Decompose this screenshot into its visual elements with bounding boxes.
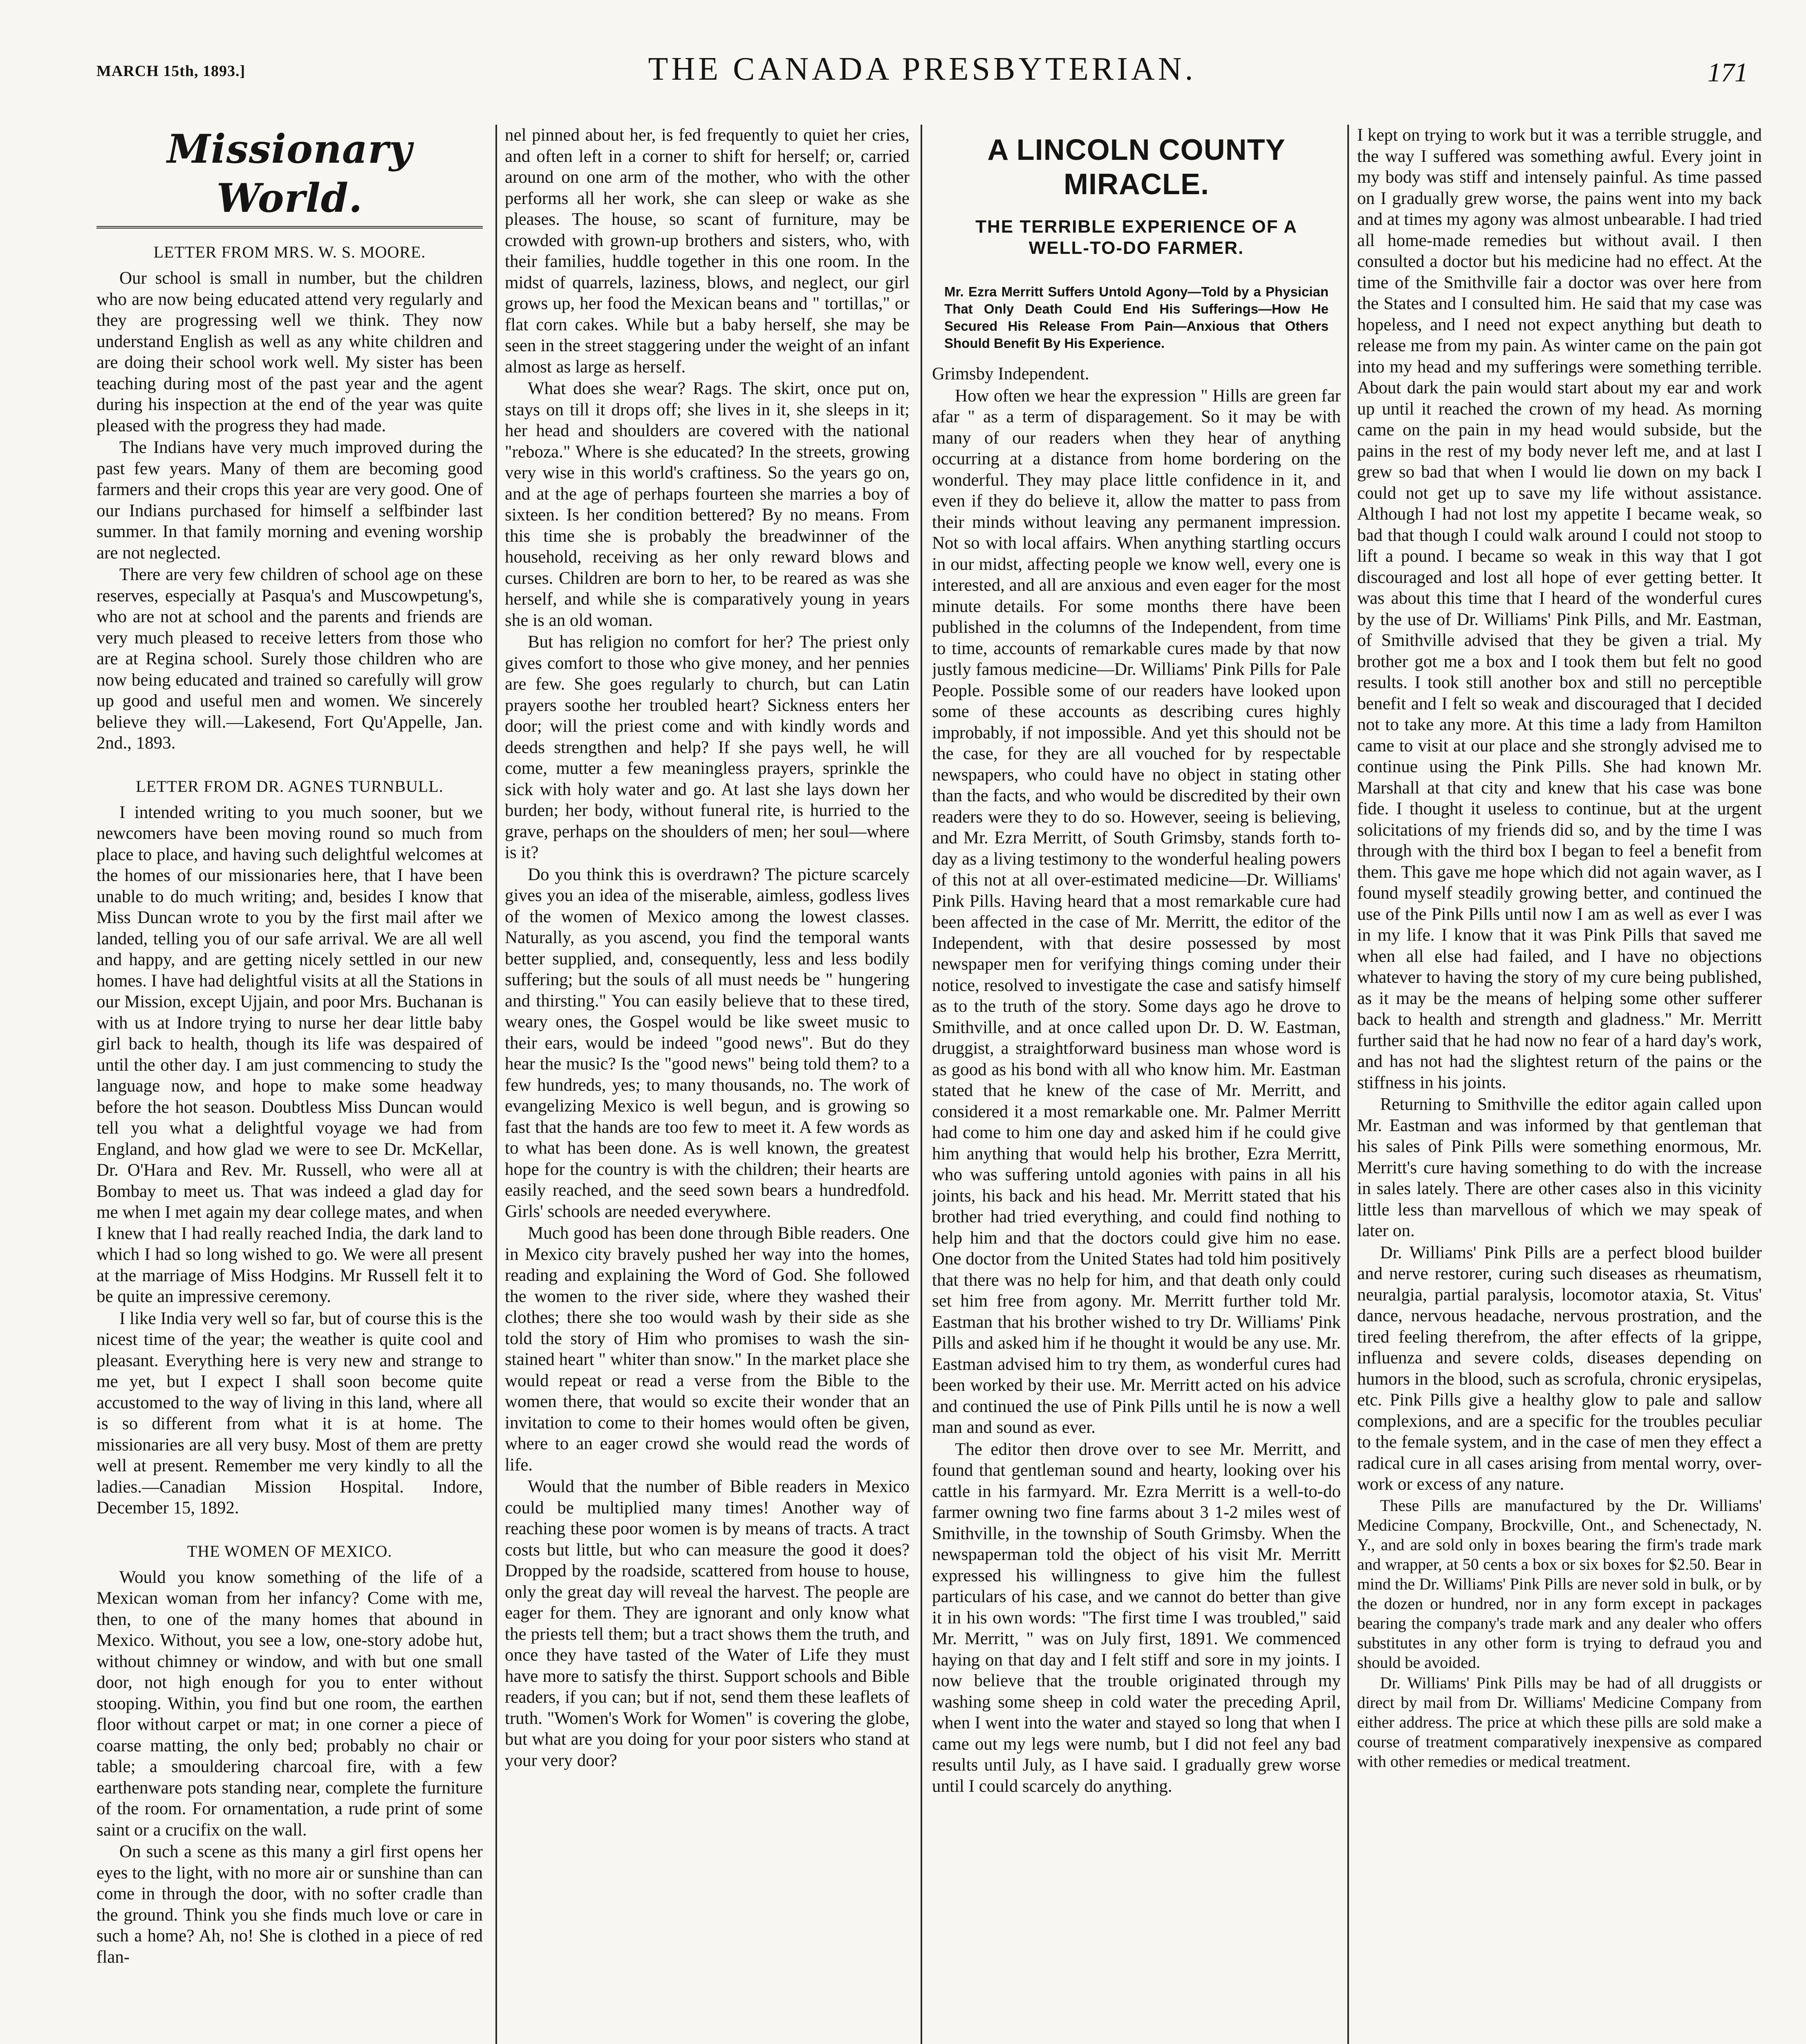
section-title: Missionary World. [96,125,483,229]
article-heading: LETTER FROM MRS. W. S. MOORE. [153,243,426,261]
column-1 [96,125,483,2044]
paragraph: What does she wear? Rags. The skirt, once put on, stays on till it drops off; she lives in it, she sleeps in it; her head and shoulders are covered with the national "reboza." Where is she educated? In the streets, growing very wise in this world's craftiness. So the years go on, and at the age of perhaps fourteen she marries a boy of sixteen. Is her condition bettered? By no means. From this time she is probably the breadwinner of the household, receiving as her only reward blows and curses. Children are born to her, to be reared as was she herself, and while she is comparatively young in years she is an old woman. [505,379,910,630]
column-4 [1357,125,1762,2044]
article-deck: Mr. Ezra Merritt Suffers Untold Agony—Told by a Physician That Only Death Could End His Sufferings—How He Secured His Release From Pain—Anxious that Others Should Benefit By His Experience. [944,284,1329,351]
paragraph: These Pills are manufactured by the Dr. Williams' Medicine Company, Brockville, Ont., and Schenectady, N. Y., and are sold only in boxes bearing the firm's trade mark and wrapper, at 50 cents a box or six boxes for $2.50. Bear in mind the Dr. Williams' Pink Pills are never sold in bulk, or by the dozen or hundred, nor in any form except in packages bearing the company's trade mark and any dealer who offers substitutes in any other form is trying to defraud you and should be avoided. [1357,1496,1762,1672]
paragraph: Do you think this is overdrawn? The picture scarcely gives you an idea of the miserable, aimless, godless lives of the women of Mexico among the lowest classes. Naturally, as you ascend, you find the temporal wants better supplied, and, consequently, less and less bodily suffering; but the souls of all must needs be " hungering and thirsting." You can easily believe that to these tired, weary ones, the Gospel would be like sweet music to their ears, would be indeed "good news". But do they hear the music? Is the "good news" being told them? to a few hundreds, yes; to many thousands, no. The work of evangelizing Mexico is well begun, and is growing so fast that the hands are too few to meet it. A few words as to what has been done. As is well known, the greatest hope for the country is with the children; their hearts are easily reached, and the seed sown bears a hundredfold. Girls' schools are needed everywhere. [505,865,910,1221]
page-number: 171 [1707,58,1748,87]
paragraph: But has religion no comfort for her? The priest only gives comfort to those who give money, and her pennies are few. She goes regularly to church, but can Latin prayers soothe her troubled heart? Sickness enters her door; will the priest come and with kindly words and deeds strengthen and help? If she pays well, he will come, mutter a few meaningless prayers, sprinkle the sick with holy water and go. At last she lays down her burden; her body, without funeral rite, is hurried to the grave, perhaps on the shoulders of men; her soul—where is it? [505,632,910,862]
article-heading: LETTER FROM DR. AGNES TURNBULL. [136,777,444,796]
article-headline: A LINCOLN COUNTY MIRACLE. [987,134,1286,201]
page-header [96,45,1748,90]
paragraph: I intended writing to you much sooner, but we newcomers have been moving round so much from place to place, and having such delightful welcomes at the homes of our missionaries here, that I have been unable to do much writing; and, besides I know that Miss Duncan wrote to you by the first mail after we landed, telling you of our safe arrival. We are all well and happy, and are getting nicely settled in our new homes. I have had delightful visits at all the Stations in our Mission, except Ujjain, and poor Mrs. Buchanan is with us at Indore trying to nurse her dear little baby girl back to health, though its life was despaired of until the other day. I am just commencing to study the language now, and hope to make some headway before the hot season. Doubtless Miss Duncan would tell you what a delightful voyage we had from England, and how glad we were to see Dr. McKellar, Dr. O'Hara and Rev. Mr. Russell, who were all at Bombay to meet us. That was indeed a glad day for me when I met again my dear college mates, and when I knew that I had really reached India, the dark land to which I had so long wished to go. We were all present at the marriage of Miss Hodgins. Mr Russell felt it to be quite an impressive ceremony. [96,802,483,1306]
paragraph: Would you know something of the life of a Mexican woman from her infancy? Come with me, then, to one of the many homes that abound in Mexico. Without, you see a low, one-story adobe hut, without chimney or window, and with but one small door, not high enough for you to enter without stooping. Within, you find but one room, the earthen floor without carpet or mat; in one corner a piece of coarse matting, the only bed; probably no chair or table; a smouldering charcoal fire, with a few earthenware pots standing near, complete the furniture of the room. For ornamentation, a rude print of some saint or a crucifix on the wall. [96,1567,483,1840]
paragraph: There are very few children of school age on these reserves, especially at Pasqua's and Muscowpetung's, who are not at school and the parents and friends are very much pleased to receive letters from those who are at Regina school. Surely those children who are now being educated and trained so carefully will grow up good and useful men and women. We sincerely believe they will.—Lakesend, Fort Qu'Appelle, Jan. 2nd., 1893. [96,565,483,753]
paragraph: How often we hear the expression " Hills are green far afar " as a term of disparagement. So it may be with many of our readers when they hear of anything occurring at a distance from home bordering on the wonderful. They may place little confidence in it, and even if they do believe it, allow the matter to pass from their minds without leaving any permanent impression. Not so with local affairs. When anything startling occurs in our midst, affecting people we know well, every one is interested, and all are anxious and even eager for the most minute details. For some months there have been published in the columns of the Independent, from time to time, accounts of remarkable cures made by that now justly famous medicine—Dr. Williams' Pink Pills for Pale People. Possible some of our readers have looked upon some of these accounts as describing cures highly improbably, if not impossible. And yet this should not be the case, for they are all vouched for by respectable newspapers, who could have no object in stating other than the facts, and who would be discredited by their own readers were they to do so. However, seeing is believing, and Mr. Ezra Merritt, of South Grimsby, stands forth to-day as a living testimony to the wonderful healing powers of this not at all over-estimated medicine—Dr. Williams' Pink Pills. Having heard that a most remarkable cure had been affected in the case of Mr. Merritt, the editor of the Independent, with that desire possessed by most newspaper men for verifying things coming under their notice, resolved to investigate the case and satisfy himself as to the truth of the story. Some days ago he drove to Smithville, and at once called upon Dr. D. W. Eastman, druggist, a straightforward business man whose word is as good as his bond with all who know him. Mr. Eastman stated that he knew of the case of Mr. Merritt, and considered it a most remarkable one. Mr. Palmer Merritt had come to him one day and asked him if he could give him anything that would help his brother, Ezra Merritt, who was suffering untold agonies with pains in all his joints, his back and his head. Mr. Merritt stated that his brother had tried everything, and could find nothing to help him and that the doctors could give him no ease. One doctor from the United States had told him positively that there was no help for him, and that death only could set him free from agony. Mr. Merritt further told Mr. Eastman that his brother wished to try Dr. Williams' Pink Pills and asked him if he thought it would be any use. Mr. Eastman advised him to try them, as wonderful cures had been worked by their use. Mr. Merritt acted on his advice and continued the use of Pink Pills until he is now a well man and sound as ever. [932,386,1341,1437]
article-source: Grimsby Independent. [932,364,1089,383]
column-3 [932,125,1341,2044]
paragraph: Our school is small in number, but the children who are now being educated attend very regularly and they are progressing well we think. They now understand English as well as any white children and are doing their school work well. My sister has been teaching during most of the past year and the agent during his inspection at the end of the year was quite pleased with the progress they had made. [96,269,483,435]
paragraph: Much good has been done through Bible readers. One in Mexico city bravely pushed her way into the homes, reading and explaining the Word of God. She followed the women to the river side, where they washed their clothes; there she too would wash by their side as she told the story of Him who promises to wash the sin-stained heart " whiter than snow." In the market place she would repeat or read a verse from the Bible to the women there, that would so excite their wonder that an invitation to come to their homes would often be given, where to an eager crowd she would read the words of life. [505,1224,910,1475]
article-subheading: THE TERRIBLE EXPERIENCE OF A WELL-TO-DO FARMER. [975,217,1297,258]
article-heading: THE WOMEN OF MEXICO. [187,1542,392,1560]
paragraph: The editor then drove over to see Mr. Merritt, and found that gentleman sound and hearty, looking over his cattle in his farmyard. Mr. Ezra Merritt is a well-to-do farmer owning two fine farms about 3 1-2 miles west of Smithville, in the township of South Grimsby. When the newspaperman told the object of his visit Mr. Merritt expressed his willingness to give him the fullest particulars of his case, and we cannot do better than give it in his own words: "The first time I was troubled," said Mr. Merritt, " was on July first, 1891. We commenced haying on that day and I felt stiff and sore in my joints. I now believe that the trouble originated through my washing some sheep in cold water the preceding April, when I went into the water and stayed so long that when I came out my legs were numb, but I did not feel any bad results until July, as I have said. I gradually grew worse until I could scarcely do anything. [932,1439,1341,1796]
paragraph: Would that the number of Bible readers in Mexico could be multiplied many times! Another way of reaching these poor women is by means of tracts. A tract costs but little, but who can measure the good it does? Dropped by the roadside, scattered from house to house, only the great day will reveal the harvest. The people are eager for them. They are ignorant and only know what the priests tell them; but a tract shows them the truth, and once they have tasted of the Water of Life they must have more to satisfy the thirst. Support schools and Bible readers, if you can; but if not, send them these leaflets of truth. "Women's Work for Women" is covering the globe, but what are you doing for your poor sisters who stand at your very door? [505,1477,910,1770]
column-2 [505,125,910,2044]
column-rule [495,125,497,2044]
newspaper-title: THE CANADA PRESBYTERIAN. [648,51,1197,87]
issue-date: MARCH 15th, 1893.] [96,63,246,80]
column-rule [921,125,922,2044]
paragraph: On such a scene as this many a girl first opens her eyes to the light, with no more air or sunshine than can come in through the door, with no softer cradle than the ground. Think you she finds much love or care in such a home? Ah, no! She is clothed in a piece of red flan- [96,1842,483,1967]
paragraph: nel pinned about her, is fed frequently to quiet her cries, and often left in a corner to shift for herself; or, carried around on one arm of the mother, who with the other performs all her work, she can sleep or wake as she pleases. The house, so scant of furniture, may be crowded with grown-up brothers and sisters, who, with their families, huddle together in this one room. In the midst of quarrels, laziness, blows, and neglect, our girl grows up, her food the Mexican beans and " tortillas," or flat corn cakes. While but a baby herself, she may be seen in the street staggering under the weight of an infant almost as large as herself. [505,126,910,377]
paragraph: Dr. Williams' Pink Pills are a perfect blood builder and nerve restorer, curing such diseases as rheumatism, neuralgia, partial paralysis, locomotor ataxia, St. Vitus' dance, nervous headache, nervous prostration, and the tired feeling therefrom, the after effects of la grippe, influenza and severe colds, diseases depending on humors in the blood, such as scrofula, chronic erysipelas, etc. Pink Pills give a healthy glow to pale and sallow complexions, and are a specific for the troubles peculiar to the female system, and in the case of men they effect a radical cure in all cases arising from mental worry, over-work or excess of any nature. [1357,1243,1762,1494]
paragraph: I like India very well so far, but of course this is the nicest time of the year; the weather is quite cool and pleasant. Everything here is very new and strange to me yet, but I expect I shall soon become quite accustomed to the way of living in this land, where all is so different from what it is at home. The missionaries are all very busy. Most of them are pretty well at present. Remember me very kindly to all the ladies.—Canadian Mission Hospital. Indore, December 15, 1892. [96,1309,483,1517]
paragraph: The Indians have very much improved during the past few years. Many of them are becoming good farmers and their crops this year are very good. One of our Indians purchased for himself a selfbinder last summer. In that family morning and evening worship are not neglected. [96,438,483,563]
column-rule [1347,125,1349,2044]
paragraph: Returning to Smithville the editor again called upon Mr. Eastman and was informed by that gentleman that his sales of Pink Pills were something enormous, Mr. Merritt's cure having something to do with the increase in sales lately. There are other cases also in this vicinity little less than marvellous of which we may speak of later on. [1357,1095,1762,1240]
paragraph: Dr. Williams' Pink Pills may be had of all druggists or direct by mail from Dr. Williams' Medicine Company from either address. The price at which these pills are sold make a course of treatment comparatively inexpensive as compared with other remedies or medical treatment. [1357,1673,1762,1771]
paragraph: I kept on trying to work but it was a terrible struggle, and the way I suffered was something awful. Every joint in my body was stiff and intensely painful. As time passed on I gradually grew worse, the pains went into my back and at times my agony was almost unbearable. I had tried all home-made remedies but without avail. I then consulted a doctor but his medicine had no effect. At the time of the Smithville fair a doctor was over here from the States and I consulted him. He said that my case was hopeless, and I need not expect anything but death to release me from my pain. As winter came on the pain got into my head and my sufferings were something terrible. About dark the pain would start about my ear and work up until it reached the crown of my head. As morning came on the pain in my head would subside, but the pains in the rest of my body never left me, and at last I grew so bad that when I would lie down on my back I could not get up to save my life without assistance. Although I had not lost my appetite I became weak, so bad that though I could walk around I could not stoop to lift a pound. I became so weak in this way that I got discouraged and lost all hope of ever getting better. It was about this time that I heard of the wonderful cures by the use of Dr. Williams' Pink Pills, and Mr. Eastman, of Smithville advised that they be given a trial. My brother got me a box and I took them but felt no good results. I took still another box and still no perceptible benefit and I felt so weak and discouraged that I decided not to take any more. At this time a lady from Hamilton came to visit at our place and she strongly advised me to continue using the Pink Pills. She had known Mr. Marshall at that city and knew that his case was bone fide. I thought it useless to continue, but at the urgent solicitations of my friends did so, and by the time I was through with the third box I began to feel a benefit from them. This gave me hope which did not again waver, as I found myself steadily growing better, and continued the use of the Pink Pills until now I am as well as ever I was in my life. I know that it was Pink Pills that saved me when all else had failed, and I have no objections whatever to having the story of my cure being published, as it may be the means of helping some other sufferer back to health and strength and gladness." Mr. Merritt further said that he had now no fear of a hard day's work, and has not had the slightest return of the pains or the stiffness in his joints. [1357,126,1762,1092]
